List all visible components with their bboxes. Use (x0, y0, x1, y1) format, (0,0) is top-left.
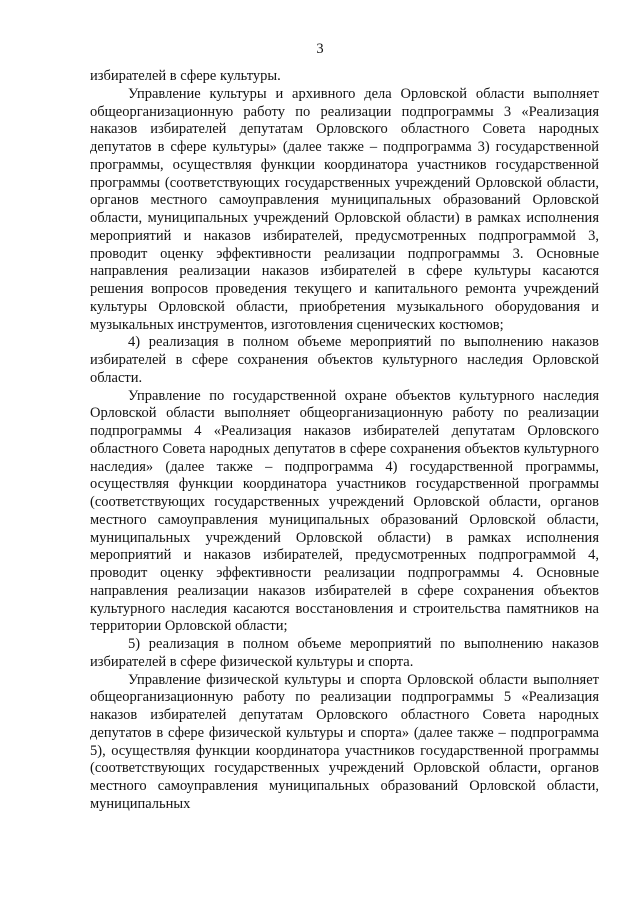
paragraph-item-5: 5) реализация в полном объеме мероприятий по выполнению наказов избирателей в сфере физической культуры и спорта. (90, 636, 599, 670)
page-number: 3 (316, 41, 324, 57)
paragraph-subprogram-5: Управление физической культуры и спорта Орловской области выполняет общеорганизационную работу по реализации подпрограммы 5 «Реализация наказов избирателей депутатам Орловского областного Совета народных депутатов в сфере физической культуры и спорта» (далее также – подпрограмма 5), осуществляя функции координатора участников государственной программы (соответствующих государственных учреждений Орловской области, органов местного самоуправления муниципальных образований Орловской области, муниципальных (90, 671, 599, 812)
paragraph-continuation: избирателей в сфере культуры. (90, 68, 281, 84)
paragraph-item-4: 4) реализация в полном объеме мероприятий по выполнению наказов избирателей в сфере сохранения объектов культурного наследия Орловской области. (90, 334, 599, 386)
paragraph-subprogram-4: Управление по государственной охране объектов культурного наследия Орловской области выполняет общеорганизационную работу по реализации подпрограммы 4 «Реализация наказов избирателей депутатам Орловского областного Совета народных депутатов в сфере сохранения объектов культурного наследия» (далее также – подпрограмма 4) государственной программы, осуществляя функции координатора участников государственной программы (соответствующих государственных учреждений Орловской области, органов местного самоуправления муниципальных образований Орловской области, муниципальных учреждений Орловской области) в рамках исполнения мероприятий и наказов избирателей, предусмотренных подпрограммой 4, проводит оценку эффективности реализации подпрограммы 4. Основные направления реализации наказов избирателей в сфере сохранения объектов культурного наследия касаются восстановления и строительства памятников на территории Орловской области; (90, 387, 599, 635)
paragraph-subprogram-3: Управление культуры и архивного дела Орловской области выполняет общеорганизационную работу по реализации подпрограммы 3 «Реализация наказов избирателей депутатам Орловского областного Совета народных депутатов в сфере культуры» (далее также – подпрограмма 3) государственной программы, осуществляя функции координатора участников государственной программы (соответствующих государственных учреждений Орловской области, органов местного самоуправления муниципальных образований Орловской области, муниципальных учреждений Орловской области) в рамках исполнения мероприятий и наказов избирателей, предусмотренных подпрограммой 3, проводит оценку эффективности реализации подпрограммы 3. Основные направления реализации наказов избирателей в сфере культуры касаются решения вопросов проведения текущего и капитального ремонта учреждений культуры Орловской области, приобретения музыкального оборудования и музыкальных инструментов, изготовления сценических костюмов; (90, 85, 599, 333)
document-body (90, 68, 599, 814)
